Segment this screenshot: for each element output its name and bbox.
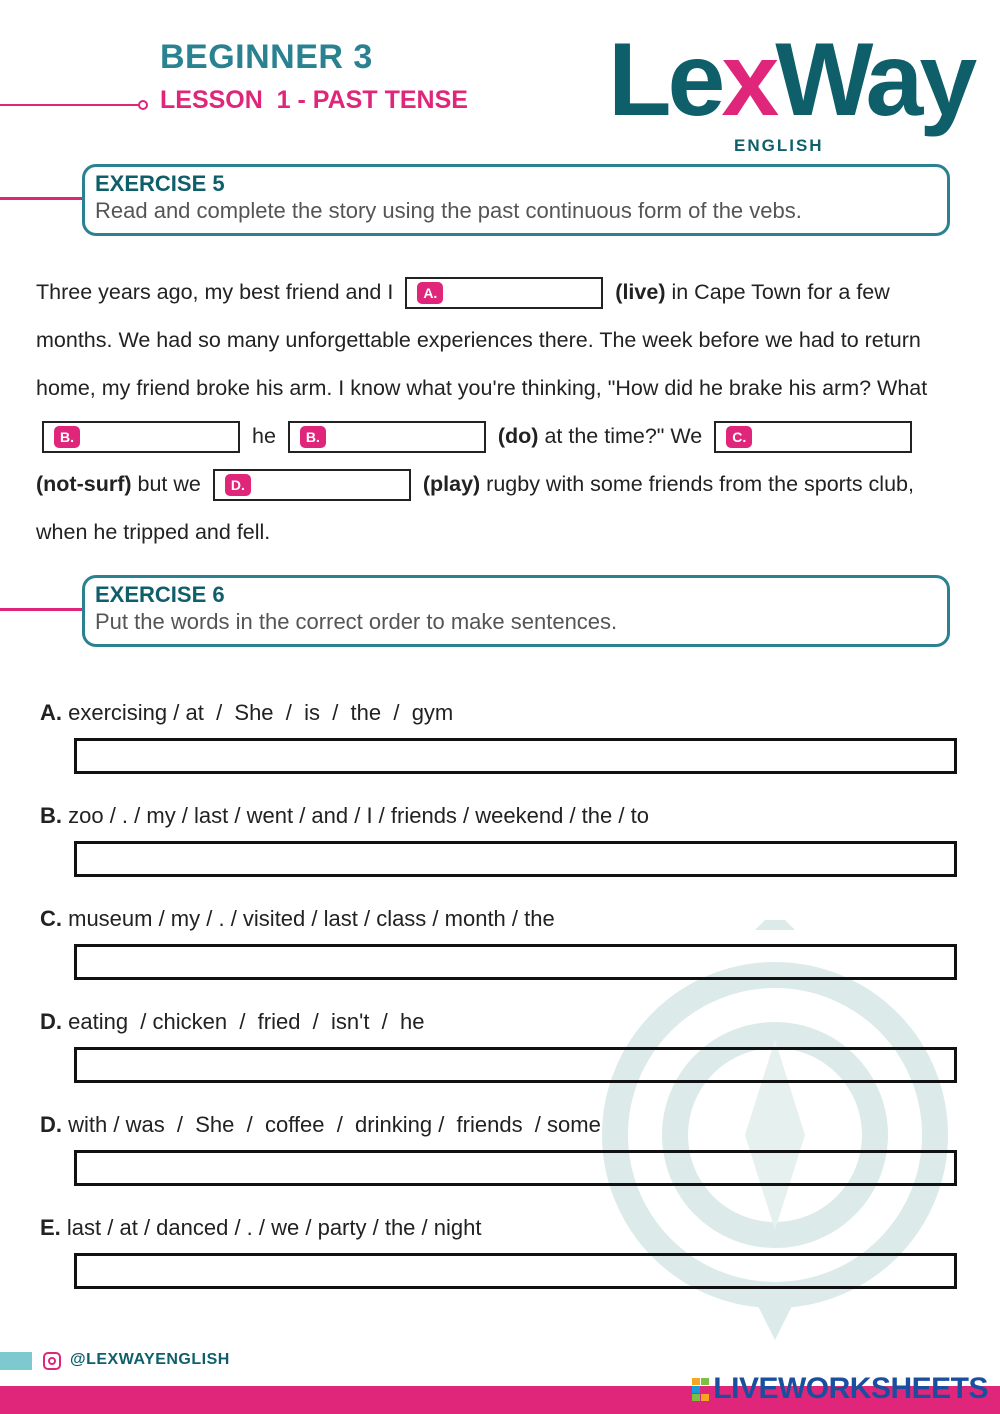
- header-rule-dot: [138, 100, 148, 110]
- header-rule: [0, 104, 140, 106]
- lexway-logo: [608, 22, 974, 158]
- answer-input-e[interactable]: [74, 1253, 957, 1289]
- lesson-title: LESSON 1 - PAST TENSE: [160, 86, 468, 114]
- blank-a-input[interactable]: [405, 277, 603, 309]
- answer-input-d2[interactable]: [74, 1150, 957, 1186]
- footer-accent: [0, 1352, 32, 1370]
- level-title: BEGINNER 3: [160, 38, 373, 76]
- exercise5-instruction: Read and complete the story using the past continuous form of the vebs.: [95, 198, 802, 223]
- sentence-item-d2: D. with / was / She / coffee / drinking / friends / some: [40, 1112, 601, 1137]
- blank-b2-label: B.: [300, 426, 326, 448]
- exercise5-title: EXERCISE 5: [95, 171, 225, 196]
- blank-c-label: C.: [726, 426, 752, 448]
- verb-not-surf: (not-surf): [36, 472, 132, 496]
- verb-do: (do): [497, 424, 539, 448]
- social-handle: @LEXWAYENGLISH: [70, 1351, 230, 1368]
- exercise5-rule: [0, 197, 84, 200]
- blank-c-input[interactable]: [714, 421, 912, 453]
- sentence-item-d1: D. eating / chicken / fried / isn't / he: [40, 1009, 425, 1034]
- logo-wordmark: LexWay: [608, 22, 974, 138]
- blank-b1-label: B.: [54, 426, 80, 448]
- blank-b2-input[interactable]: [288, 421, 486, 453]
- exercise6-title: EXERCISE 6: [95, 582, 225, 607]
- instagram-icon: [43, 1352, 61, 1370]
- exercise5-header: [82, 164, 950, 236]
- story-text: Three years ago, my best friend and I A. (live) in Cape Town for a few months. We had so many unforgettable experiences there. The week before we had to return home, my friend broke his arm. I know what you're thinking, "How did he brake his arm? What B. he B. (do) at the time?" We C. (not-surf) but we D. (play) rugby with some friends from the sports club, when he tripped and fell.: [36, 268, 966, 556]
- blank-d-input[interactable]: [213, 469, 411, 501]
- logo-subtitle: ENGLISH: [734, 136, 824, 155]
- verb-play: (play): [422, 472, 481, 496]
- answer-input-b[interactable]: [74, 841, 957, 877]
- sentence-item-c: C. museum / my / . / visited / last / class / month / the: [40, 906, 555, 931]
- exercise6-instruction: Put the words in the correct order to make sentences.: [95, 609, 618, 634]
- verb-live: (live): [615, 280, 666, 304]
- blank-d-label: D.: [225, 474, 251, 496]
- sentence-item-b: B. zoo / . / my / last / went / and / I / friends / weekend / the / to: [40, 803, 649, 828]
- liveworksheets-logo: LIVEWORKSHEETS: [713, 1372, 988, 1405]
- blank-b1-input[interactable]: [42, 421, 240, 453]
- sentence-item-e: E. last / at / danced / . / we / party / the / night: [40, 1215, 482, 1240]
- exercise6-header: [82, 575, 950, 647]
- sentence-item-a: A. exercising / at / She / is / the / gym: [40, 700, 454, 725]
- exercise6-rule: [0, 608, 84, 611]
- answer-input-a[interactable]: [74, 738, 957, 774]
- answer-input-d1[interactable]: [74, 1047, 957, 1083]
- blank-a-label: A.: [417, 282, 443, 304]
- answer-input-c[interactable]: [74, 944, 957, 980]
- liveworksheets-icon: [692, 1378, 710, 1402]
